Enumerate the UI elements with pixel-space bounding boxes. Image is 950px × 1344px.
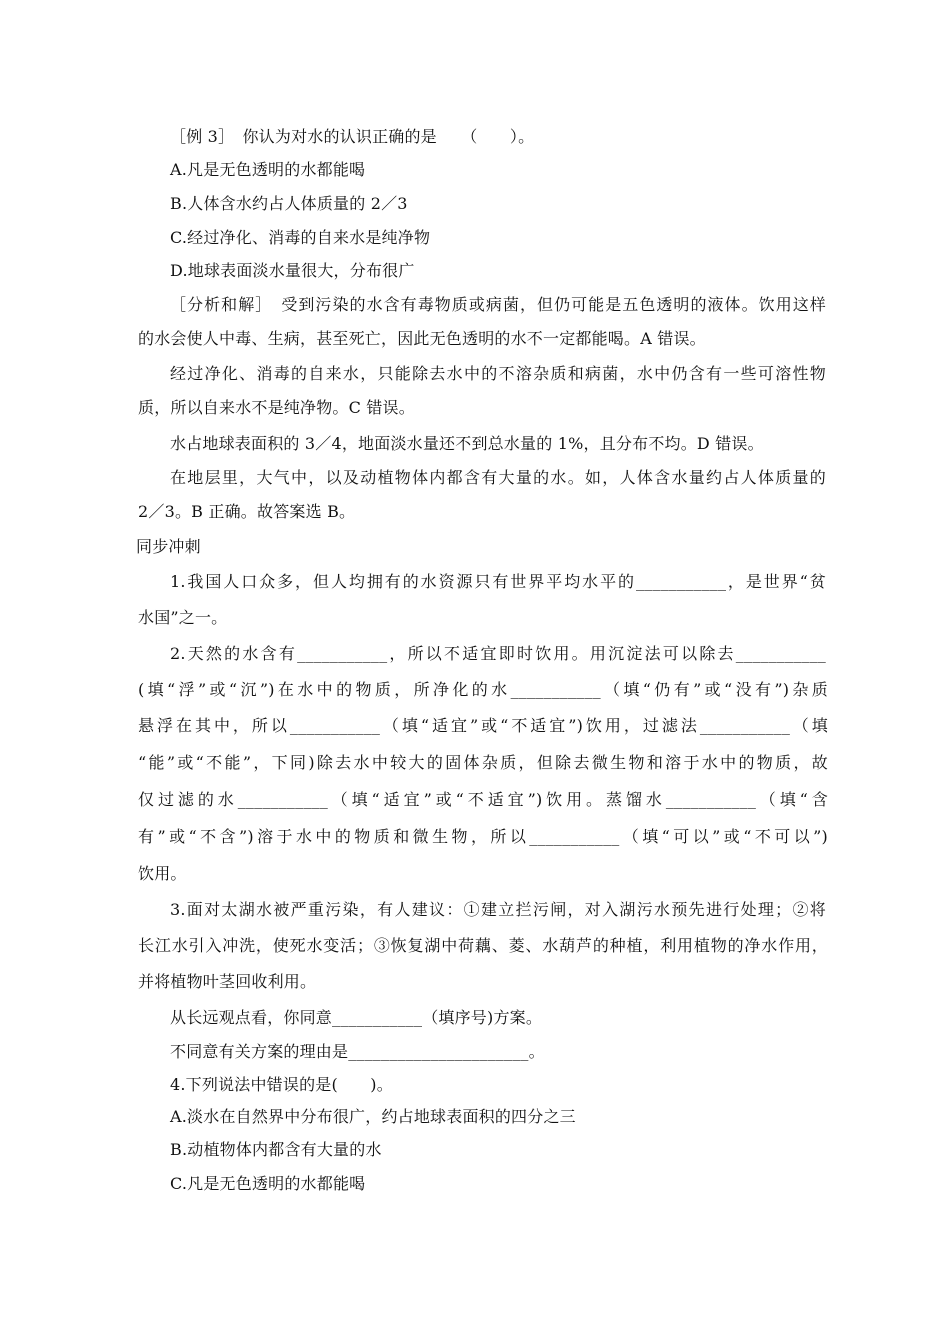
question-3-answer-1: 从长远观点看，你同意___________（填序号)方案。 bbox=[170, 1008, 543, 1027]
analysis-paragraph-1-cont: 的水会使人中毒、生病，甚至死亡，因此无色透明的水不一定都能喝。A 错误。 bbox=[138, 329, 706, 348]
question-2-line-5: 仅过滤的水___________（填“适宜”或“不适宜”)饮用。蒸馏水___________（填“含 bbox=[138, 790, 828, 809]
analysis-paragraph-1: ［分析和解］ 受到污染的水含有毒物质或病菌，但仍可能是五色透明的液体。饮用这样 bbox=[170, 295, 826, 314]
question-4-option-c: C.凡是无色透明的水都能喝 bbox=[170, 1174, 366, 1193]
question-1-cont: 水国”之一。 bbox=[138, 608, 228, 627]
question-4: 4.下列说法中错误的是( )。 bbox=[170, 1075, 393, 1094]
question-3-line-2: 长江水引入冲洗，使死水变活；③恢复湖中荷藕、菱、水葫芦的种植，利用植物的净水作用， bbox=[138, 936, 828, 955]
question-2-line-4: “能”或“不能”，下同)除去水中较大的固体杂质，但除去微生物和溶于水中的物质，故 bbox=[138, 753, 828, 772]
question-3-line-3: 并将植物叶茎回收利用。 bbox=[138, 972, 317, 991]
example-3-question: ［例 3］ 你认为对水的认识正确的是 （ ）。 bbox=[170, 127, 535, 146]
question-2-line-6: 有”或“不含”)溶于水中的物质和微生物，所以___________（填“可以”或“不可以”) bbox=[138, 827, 828, 846]
question-1: 1.我国人口众多，但人均拥有的水资源只有世界平均水平的___________，是世界“贫 bbox=[170, 572, 826, 591]
question-2-line-2: (填“浮”或“沉”)在水中的物质，所净化的水___________（填“仍有”或“没有”)杂质 bbox=[138, 680, 828, 699]
section-title: 同步冲刺 bbox=[136, 537, 201, 556]
question-4-option-b: B.动植物体内都含有大量的水 bbox=[170, 1140, 382, 1159]
example-3-option-a: A.凡是无色透明的水都能喝 bbox=[170, 160, 366, 179]
analysis-paragraph-3: 水占地球表面积的 3／4，地面淡水量还不到总水量的 1%，且分布不均。D 错误。 bbox=[170, 434, 764, 453]
question-2-line-7: 饮用。 bbox=[138, 864, 187, 883]
analysis-paragraph-4-cont: 2／3。B 正确。故答案选 B。 bbox=[138, 502, 356, 521]
question-2: 2.天然的水含有___________，所以不适宜即时饮用。用沉淀法可以除去___________ bbox=[170, 644, 826, 663]
analysis-paragraph-4: 在地层里，大气中，以及动植物体内都含有大量的水。如，人体含水量约占人体质量的 bbox=[170, 468, 826, 487]
analysis-paragraph-2-cont: 质，所以自来水不是纯净物。C 错误。 bbox=[138, 398, 415, 417]
question-3-answer-2: 不同意有关方案的理由是______________________。 bbox=[170, 1042, 545, 1061]
example-3-option-d: D.地球表面淡水量很大，分布很广 bbox=[170, 261, 415, 280]
question-4-option-a: A.淡水在自然界中分布很广，约占地球表面积的四分之三 bbox=[170, 1107, 576, 1126]
example-3-option-c: C.经过净化、消毒的自来水是纯净物 bbox=[170, 228, 431, 247]
question-2-line-3: 悬浮在其中，所以___________（填“适宜”或“不适宜”)饮用，过滤法___________（填 bbox=[138, 716, 828, 735]
example-3-option-b: B.人体含水约占人体质量的 2／3 bbox=[170, 194, 408, 213]
question-3: 3.面对太湖水被严重污染，有人建议：①建立拦污闸，对入湖污水预先进行处理；②将 bbox=[170, 900, 826, 919]
analysis-paragraph-2: 经过净化、消毒的自来水，只能除去水中的不溶杂质和病菌，水中仍含有一些可溶性物 bbox=[170, 364, 826, 383]
